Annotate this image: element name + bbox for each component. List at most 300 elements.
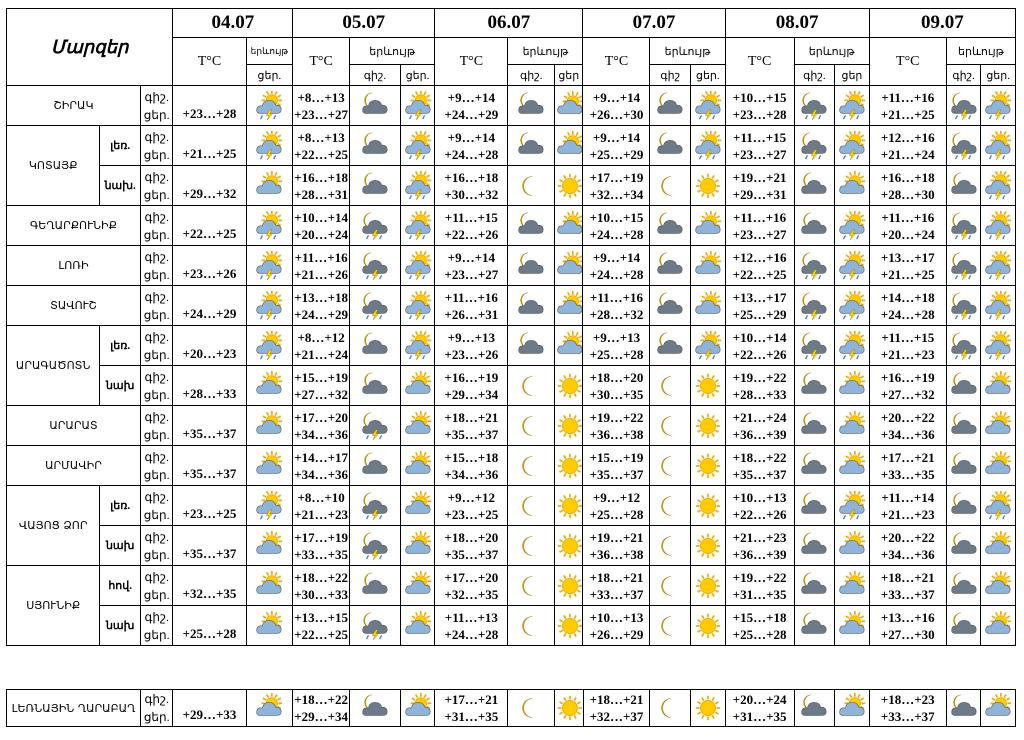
cloud-sun-icon	[981, 690, 1016, 727]
temp-range: +18…+23 +33…+37	[869, 690, 946, 727]
storm-icon	[835, 126, 870, 166]
region-subzone: նախ	[100, 606, 141, 646]
temp-range: +16…+18 +28…+30	[869, 166, 946, 206]
storm-icon	[246, 286, 293, 326]
day-subheader: ցեր.	[981, 65, 1016, 86]
storm-moon-icon	[350, 606, 401, 646]
temp-range: +13…+15 +22…+25	[293, 606, 350, 646]
temp-range: +9…+14 +24…+29	[435, 86, 508, 126]
storm-moon-icon	[946, 206, 981, 246]
temp-range: +8…+13 +22…+25	[293, 126, 350, 166]
cloud-moon-icon	[946, 606, 981, 646]
cloud-sun-icon	[555, 246, 583, 286]
date-header: 05.07	[293, 9, 435, 38]
cloud-moon-icon	[794, 366, 835, 406]
storm-icon	[691, 326, 726, 366]
storm-icon	[981, 286, 1016, 326]
storm-icon	[835, 286, 870, 326]
moon-icon	[508, 166, 555, 206]
cloud-sun-icon	[246, 606, 293, 646]
storm-icon	[400, 246, 435, 286]
cloud-moon-icon	[946, 166, 981, 206]
temp-range: +14…+18 +24…+28	[869, 286, 946, 326]
cloud-moon-icon	[350, 126, 401, 166]
temp-range: +9…+12 +23…+25	[435, 486, 508, 526]
temp-header: T°C	[173, 38, 246, 86]
sun-icon	[691, 566, 726, 606]
cloud-sun-icon	[835, 166, 870, 206]
night-subheader: գիշ.	[794, 65, 835, 86]
sun-icon	[555, 690, 583, 727]
sun-icon	[691, 446, 726, 486]
sun-icon	[691, 366, 726, 406]
moon-icon	[650, 606, 691, 646]
storm-moon-icon	[350, 206, 401, 246]
day-temp: +29…+33	[173, 690, 246, 727]
temp-range: +19…+21 +29…+31	[725, 166, 794, 206]
storm-moon-icon	[794, 246, 835, 286]
temp-header: T°C	[583, 38, 650, 86]
storm-icon	[246, 326, 293, 366]
sun-icon	[555, 446, 583, 486]
region-subzone: հով.	[100, 566, 141, 606]
storm-moon-icon	[794, 286, 835, 326]
storm-icon	[835, 326, 870, 366]
region-name: ԳԵՂԱՐՔՈՒՆԻՔ	[7, 206, 141, 246]
temp-header: T°C	[869, 38, 946, 86]
cloud-sun-icon	[835, 526, 870, 566]
day-subheader: ցեր.	[691, 65, 726, 86]
time-labels: գիշ. ցեր.	[140, 86, 172, 126]
temp-range: +14…+17 +34…+36	[293, 446, 350, 486]
temp-range: +10…+13 +26…+29	[583, 606, 650, 646]
cloud-moon-icon	[650, 286, 691, 326]
moon-icon	[508, 366, 555, 406]
temp-range: +17…+21 +33…+35	[869, 446, 946, 486]
cloud-moon-icon	[350, 566, 401, 606]
sun-icon	[691, 690, 726, 727]
moon-icon	[508, 446, 555, 486]
time-labels: գիշ. ցեր.	[140, 566, 172, 606]
temp-range: +17…+19 +33…+35	[293, 526, 350, 566]
night-subheader: գիշ.	[946, 65, 981, 86]
temp-range: +20…+24 +31…+35	[725, 690, 794, 727]
region-name: ԱՐՄԱՎԻՐ	[7, 446, 141, 486]
storm-moon-icon	[794, 86, 835, 126]
storm-moon-icon	[794, 126, 835, 166]
sky-header: երևույթ	[350, 38, 435, 65]
temp-header: T°C	[293, 38, 350, 86]
temp-range: +11…+16 +21…+25	[869, 86, 946, 126]
time-labels: գիշ. ցեր.	[140, 526, 172, 566]
cloud-sun-icon	[981, 406, 1016, 446]
temp-range: +15…+18 +34…+36	[435, 446, 508, 486]
temp-range: +9…+13 +25…+28	[583, 326, 650, 366]
temp-header: T°C	[725, 38, 794, 86]
storm-icon	[981, 486, 1016, 526]
storm-moon-icon	[350, 526, 401, 566]
cloud-moon-icon	[350, 366, 401, 406]
temp-range: +18…+22 +35…+37	[725, 446, 794, 486]
day-temp: +23…+25	[173, 486, 246, 526]
cloud-sun-icon	[400, 526, 435, 566]
cloud-sun-icon	[400, 366, 435, 406]
day-subheader: ցեր	[835, 65, 870, 86]
temp-range: +11…+15 +21…+23	[869, 326, 946, 366]
time-labels: գիշ. ցեր.	[140, 246, 172, 286]
temp-range: +13…+16 +27…+30	[869, 606, 946, 646]
day-temp: +22…+25	[173, 206, 246, 246]
date-header: 07.07	[583, 9, 725, 38]
temp-range: +12…+16 +22…+25	[725, 246, 794, 286]
cloud-moon-icon	[794, 606, 835, 646]
cloud-sun-icon	[246, 526, 293, 566]
temp-range: +15…+19 +27…+32	[293, 366, 350, 406]
time-labels: գիշ. ցեր.	[140, 206, 172, 246]
sky-header: երևույթ	[794, 38, 869, 65]
temp-range: +16…+18 +30…+32	[435, 166, 508, 206]
moon-icon	[650, 366, 691, 406]
sun-icon	[691, 166, 726, 206]
temp-range: +11…+16 +20…+24	[869, 206, 946, 246]
sun-icon	[555, 366, 583, 406]
storm-icon	[691, 86, 726, 126]
cloud-sun-icon	[555, 126, 583, 166]
region-name: ԼՈՌԻ	[7, 246, 141, 286]
cloud-sun-icon	[555, 206, 583, 246]
temp-range: +10…+15 +23…+28	[725, 86, 794, 126]
cloud-sun-icon	[835, 566, 870, 606]
temp-range: +10…+15 +24…+28	[583, 206, 650, 246]
sky-header: երևույթ	[246, 38, 293, 65]
day-temp: +32…+35	[173, 566, 246, 606]
cloud-moon-icon	[350, 446, 401, 486]
cloud-sun-icon	[981, 446, 1016, 486]
temp-range: +17…+20 +34…+36	[293, 406, 350, 446]
temp-range: +11…+16 +26…+31	[435, 286, 508, 326]
temp-range: +9…+13 +23…+26	[435, 326, 508, 366]
sky-header: երևույթ	[946, 38, 1015, 65]
cloud-sun-icon	[981, 526, 1016, 566]
temp-range: +18…+21 +33…+37	[869, 566, 946, 606]
cloud-moon-icon	[946, 526, 981, 566]
region-name: ԿՈՏԱՅՔ	[7, 126, 100, 206]
temp-range: +18…+20 +35…+37	[435, 526, 508, 566]
temp-range: +8…+12 +21…+24	[293, 326, 350, 366]
temp-range: +19…+22 +28…+33	[725, 366, 794, 406]
moon-icon	[650, 486, 691, 526]
temp-range: +15…+18 +25…+28	[725, 606, 794, 646]
date-header: 06.07	[435, 9, 583, 38]
cloud-sun-icon	[981, 606, 1016, 646]
region-subzone: նախ.	[100, 166, 141, 206]
temp-range: +16…+19 +29…+34	[435, 366, 508, 406]
temp-range: +9…+12 +25…+28	[583, 486, 650, 526]
storm-icon	[400, 166, 435, 206]
cloud-sun-icon	[400, 690, 435, 727]
moon-icon	[650, 166, 691, 206]
temp-range: +15…+19 +35…+37	[583, 446, 650, 486]
cloud-sun-icon	[835, 690, 870, 727]
storm-icon	[400, 86, 435, 126]
temp-range: +8…+10 +21…+23	[293, 486, 350, 526]
cloud-moon-icon	[794, 446, 835, 486]
cloud-moon-icon	[650, 326, 691, 366]
region-name: ԼԵՌՆԱՅԻՆ ՂԱՐԱԲԱՂ	[7, 690, 141, 727]
cloud-sun-icon	[691, 246, 726, 286]
sun-icon	[555, 486, 583, 526]
storm-icon	[246, 486, 293, 526]
day-temp: +35…+37	[173, 446, 246, 486]
moon-icon	[650, 566, 691, 606]
temp-range: +11…+15 +22…+26	[435, 206, 508, 246]
day-subheader: ցեր.	[246, 65, 293, 86]
storm-icon	[246, 246, 293, 286]
night-subheader: գիշ.	[508, 65, 555, 86]
region-subzone: լեռ.	[100, 486, 141, 526]
cloud-sun-icon	[400, 566, 435, 606]
storm-icon	[835, 246, 870, 286]
time-labels: գիշ. ցեր.	[140, 446, 172, 486]
time-labels: գիշ. ցեր.	[140, 286, 172, 326]
cloud-moon-icon	[946, 366, 981, 406]
cloud-sun-icon	[835, 606, 870, 646]
storm-icon	[691, 126, 726, 166]
cloud-moon-icon	[508, 246, 555, 286]
sun-icon	[555, 606, 583, 646]
region-subzone: նախ	[100, 526, 141, 566]
moon-icon	[650, 526, 691, 566]
storm-icon	[400, 126, 435, 166]
time-labels: գիշ. ցեր.	[140, 366, 172, 406]
storm-icon	[981, 326, 1016, 366]
storm-moon-icon	[350, 406, 401, 446]
storm-icon	[981, 86, 1016, 126]
cloud-moon-icon	[508, 86, 555, 126]
cloud-sun-icon	[691, 206, 726, 246]
night-subheader: գիշ	[650, 65, 691, 86]
sun-icon	[691, 486, 726, 526]
night-subheader: գիշ.	[350, 65, 401, 86]
temp-range: +18…+21 +32…+37	[583, 690, 650, 727]
temp-range: +18…+22 +30…+33	[293, 566, 350, 606]
temp-range: +13…+17 +25…+29	[725, 286, 794, 326]
temp-range: +9…+14 +24…+28	[583, 246, 650, 286]
temp-range: +17…+19 +32…+34	[583, 166, 650, 206]
cloud-sun-icon	[400, 606, 435, 646]
day-temp: +35…+37	[173, 526, 246, 566]
temp-range: +11…+16 +28…+32	[583, 286, 650, 326]
sun-icon	[691, 406, 726, 446]
day-temp: +25…+28	[173, 606, 246, 646]
temp-range: +20…+22 +34…+36	[869, 526, 946, 566]
time-labels: գիշ. ցեր.	[140, 486, 172, 526]
temp-range: +11…+16 +23…+27	[725, 206, 794, 246]
region-subzone: նախ	[100, 366, 141, 406]
cloud-moon-icon	[508, 286, 555, 326]
storm-moon-icon	[350, 486, 401, 526]
temp-header: T°C	[435, 38, 508, 86]
cloud-moon-icon	[946, 690, 981, 727]
cloud-moon-icon	[794, 206, 835, 246]
moon-icon	[508, 486, 555, 526]
sky-header: երևույթ	[650, 38, 725, 65]
cloud-moon-icon	[794, 690, 835, 727]
storm-moon-icon	[350, 246, 401, 286]
time-labels: գիշ. ցեր.	[140, 406, 172, 446]
cloud-moon-icon	[650, 126, 691, 166]
sun-icon	[691, 606, 726, 646]
storm-icon	[835, 206, 870, 246]
cloud-moon-icon	[350, 690, 401, 727]
region-name: ՍՅՈՒՆԻՔ	[7, 566, 100, 646]
storm-icon	[981, 126, 1016, 166]
day-temp: +28…+33	[173, 366, 246, 406]
cloud-sun-icon	[555, 326, 583, 366]
cloud-moon-icon	[794, 166, 835, 206]
temp-range: +11…+13 +24…+28	[435, 606, 508, 646]
time-labels: գիշ. ցեր.	[140, 606, 172, 646]
time-labels: գիշ. ցեր.	[140, 326, 172, 366]
region-name: ՇԻՐԱԿ	[7, 86, 141, 126]
storm-moon-icon	[946, 246, 981, 286]
time-labels: գիշ. ցեր.	[140, 166, 172, 206]
cloud-sun-icon	[691, 286, 726, 326]
temp-range: +17…+21 +31…+35	[435, 690, 508, 727]
storm-icon	[835, 486, 870, 526]
cloud-moon-icon	[946, 566, 981, 606]
regions-header: Մարզեր	[7, 9, 173, 86]
day-subheader: ցեր.	[400, 65, 435, 86]
temp-range: +19…+22 +31…+35	[725, 566, 794, 606]
cloud-moon-icon	[946, 446, 981, 486]
day-temp: +23…+28	[173, 86, 246, 126]
cloud-moon-icon	[350, 166, 401, 206]
cloud-moon-icon	[794, 566, 835, 606]
temp-range: +12…+16 +21…+24	[869, 126, 946, 166]
day-temp: +35…+37	[173, 406, 246, 446]
date-header: 09.07	[869, 9, 1015, 38]
region-name: ԱՐԱՐԱՏ	[7, 406, 141, 446]
storm-icon	[981, 206, 1016, 246]
cloud-moon-icon	[508, 326, 555, 366]
storm-moon-icon	[350, 286, 401, 326]
day-temp: +23…+26	[173, 246, 246, 286]
storm-icon	[400, 206, 435, 246]
moon-icon	[508, 606, 555, 646]
storm-moon-icon	[946, 126, 981, 166]
storm-moon-icon	[946, 326, 981, 366]
storm-moon-icon	[946, 86, 981, 126]
moon-icon	[508, 526, 555, 566]
sun-icon	[555, 166, 583, 206]
temp-range: +10…+14 +20…+24	[293, 206, 350, 246]
day-temp: +21…+25	[173, 126, 246, 166]
sun-icon	[555, 566, 583, 606]
cloud-sun-icon	[555, 286, 583, 326]
temp-range: +16…+18 +28…+31	[293, 166, 350, 206]
moon-icon	[650, 406, 691, 446]
temp-range: +9…+14 +26…+30	[583, 86, 650, 126]
forecast-table	[6, 8, 1016, 646]
karabakh-table	[6, 689, 1016, 727]
temp-range: +18…+21 +33…+37	[583, 566, 650, 606]
temp-range: +9…+14 +23…+27	[435, 246, 508, 286]
cloud-moon-icon	[350, 86, 401, 126]
storm-moon-icon	[794, 326, 835, 366]
cloud-sun-icon	[246, 446, 293, 486]
time-labels: գիշ. ցեր.	[140, 690, 172, 727]
temp-range: +19…+22 +36…+38	[583, 406, 650, 446]
cloud-sun-icon	[400, 446, 435, 486]
storm-icon	[400, 326, 435, 366]
cloud-moon-icon	[650, 86, 691, 126]
day-subheader: ցեր	[555, 65, 583, 86]
cloud-moon-icon	[650, 246, 691, 286]
cloud-sun-icon	[246, 566, 293, 606]
cloud-moon-icon	[508, 126, 555, 166]
cloud-moon-icon	[794, 406, 835, 446]
temp-range: +11…+16 +21…+26	[293, 246, 350, 286]
cloud-moon-icon	[650, 206, 691, 246]
storm-icon	[981, 246, 1016, 286]
temp-range: +9…+14 +25…+29	[583, 126, 650, 166]
cloud-sun-icon	[400, 406, 435, 446]
temp-range: +13…+18 +24…+29	[293, 286, 350, 326]
sun-icon	[555, 526, 583, 566]
temp-range: +20…+22 +34…+36	[869, 406, 946, 446]
temp-range: +18…+22 +29…+34	[293, 690, 350, 727]
storm-icon	[835, 86, 870, 126]
day-temp: +24…+29	[173, 286, 246, 326]
cloud-sun-icon	[246, 366, 293, 406]
cloud-moon-icon	[508, 206, 555, 246]
sun-icon	[691, 526, 726, 566]
region-name: ՎԱՅՈՑ ՁՈՐ	[7, 486, 100, 566]
cloud-sun-icon	[400, 486, 435, 526]
region-name: ՏԱՎՈՒՇ	[7, 286, 141, 326]
cloud-sun-icon	[246, 690, 293, 727]
storm-moon-icon	[946, 286, 981, 326]
cloud-moon-icon	[946, 406, 981, 446]
temp-range: +21…+24 +36…+39	[725, 406, 794, 446]
temp-range: +21…+23 +36…+39	[725, 526, 794, 566]
cloud-sun-icon	[835, 406, 870, 446]
moon-icon	[508, 566, 555, 606]
cloud-moon-icon	[794, 526, 835, 566]
region-subzone: լեռ.	[100, 326, 141, 366]
temp-range: +18…+21 +35…+37	[435, 406, 508, 446]
temp-range: +10…+13 +22…+26	[725, 486, 794, 526]
day-temp: +29…+32	[173, 166, 246, 206]
day-temp: +20…+23	[173, 326, 246, 366]
date-header: 04.07	[173, 9, 293, 38]
storm-icon	[246, 126, 293, 166]
moon-icon	[508, 690, 555, 727]
temp-range: +11…+15 +23…+27	[725, 126, 794, 166]
storm-icon	[981, 166, 1016, 206]
date-header: 08.07	[725, 9, 869, 38]
temp-range: +10…+14 +22…+26	[725, 326, 794, 366]
storm-icon	[246, 206, 293, 246]
cloud-sun-icon	[555, 86, 583, 126]
sun-icon	[555, 406, 583, 446]
cloud-moon-icon	[946, 486, 981, 526]
cloud-moon-icon	[794, 486, 835, 526]
sky-header: երևույթ	[508, 38, 583, 65]
temp-range: +18…+20 +30…+35	[583, 366, 650, 406]
storm-icon	[246, 86, 293, 126]
